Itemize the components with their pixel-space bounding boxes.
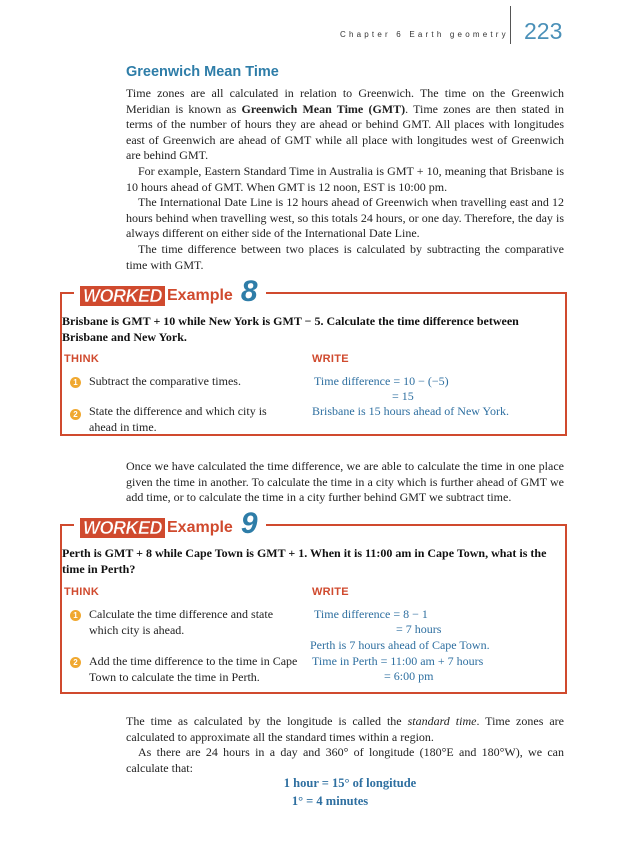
intro-p1-end: . Time zones are then stated in terms of the number of hours they are ahead or behind GMT. All places with longitudes east of Greenwich are ahead of GMT while all place with longitudes west of Greenwich are behind GMT. [126, 101, 565, 163]
example-number: 9 [240, 507, 258, 540]
step-1-write: Time difference = 8 − 1 [314, 607, 428, 621]
intro-paragraph-3: The International Date Line is 12 hours ahead of Greenwich when travelling east and 12 hours behind when travelling west, so this totals 24 hours, or one day. Therefore, the day is always different on either side of the International Date Line. [126, 195, 564, 241]
closing-paragraph-1 [126, 714, 564, 745]
think-heading: THINK [64, 353, 100, 365]
gmt-term: Greenwich Mean Time (GMT) [241, 101, 406, 116]
write-heading: WRITE [312, 586, 349, 598]
step-1-write-conclusion: Perth is 7 hours ahead of Cape Town. [310, 638, 490, 652]
intro-paragraph-2: For example, Eastern Standard Time in Australia is GMT + 10, meaning that Brisbane is 10 hours ahead of GMT. When GMT is 12 noon, EST is 10:00 pm. [126, 163, 564, 194]
closing-p1-start: The time as calculated by the longitude is called the [126, 714, 408, 728]
step-1-write-result: = 15 [392, 389, 414, 403]
worked-example-8-rule-right [266, 292, 567, 294]
write-heading: WRITE [312, 353, 349, 365]
example-number: 8 [240, 275, 258, 308]
header-divider [510, 6, 511, 44]
step-1-text: Calculate the time difference and state which city is ahead. [89, 607, 274, 637]
section-title: Greenwich Mean Time [126, 64, 279, 80]
intro-p1-start: Time zones are all calculated in relation to Greenwich. The time on the Greenwich Meridian is known as [126, 86, 564, 116]
step-2-text: State the difference and which city is ahead in time. [89, 404, 267, 434]
worked-example-8-rule-left [60, 292, 74, 294]
worked-example-9-rule-left [60, 524, 74, 526]
step-2-badge: 2 [70, 409, 81, 420]
closing-paragraph-2: As there are 24 hours in a day and 360° of longitude (180°E and 180°W), we can calculate that: [126, 745, 564, 775]
page-number: 223 [524, 18, 563, 44]
formula-hour-degrees: 1 hour = 15° of longitude [283, 776, 417, 790]
closing-text [126, 714, 564, 776]
standard-time-term: standard time [407, 714, 477, 728]
intro-paragraph-4: The time difference between two places is calculated by subtracting the comparative time with GMT. [126, 241, 564, 272]
middle-paragraph: Once we have calculated the time difference, we are able to calculate the time in one place given the time in another. To calculate the time in a city which is further ahead of GMT we add time, or to calculate the time in a city further behind GMT we subtract time. [126, 459, 564, 505]
worked-label: WORKED [80, 518, 165, 538]
step-1-badge: 1 [70, 610, 81, 621]
intro-paragraph-1 [126, 86, 564, 164]
worked-example-8-title [80, 275, 258, 308]
step-1-write-result: = 7 hours [396, 622, 442, 636]
example-label: Example [167, 287, 233, 304]
step-2-write-result: = 6:00 pm [384, 669, 434, 683]
step-2-write: Time in Perth = 11:00 am + 7 hours [312, 654, 484, 668]
example-8-question: Brisbane is GMT + 10 while New York is GMT − 5. Calculate the time difference between Brisbane and New York. [62, 314, 519, 344]
step-2-badge: 2 [70, 657, 81, 668]
worked-label: WORKED [80, 286, 165, 306]
example-9-question: Perth is GMT + 8 while Cape Town is GMT + 1. When it is 11:00 am in Cape Town, what is the time in Perth? [62, 546, 547, 576]
closing-p1-end: . Time zones are calculated to approximate all the standard times within a region. [126, 714, 564, 744]
formula-degree-minutes: 1° = 4 minutes [291, 794, 369, 808]
step-2-write: Brisbane is 15 hours ahead of New York. [312, 404, 509, 418]
intro-text [126, 86, 564, 273]
step-2-text: Add the time difference to the time in Cape Town to calculate the time in Perth. [89, 654, 298, 684]
worked-example-9-title [80, 507, 258, 540]
think-heading: THINK [64, 586, 100, 598]
step-1-write: Time difference = 10 − (−5) [314, 374, 449, 388]
step-1-badge: 1 [70, 377, 81, 388]
step-1-text: Subtract the comparative times. [89, 374, 241, 388]
worked-example-9-rule-right [266, 524, 567, 526]
example-label: Example [167, 519, 233, 536]
chapter-header: Chapter 6 Earth geometry [340, 30, 509, 39]
